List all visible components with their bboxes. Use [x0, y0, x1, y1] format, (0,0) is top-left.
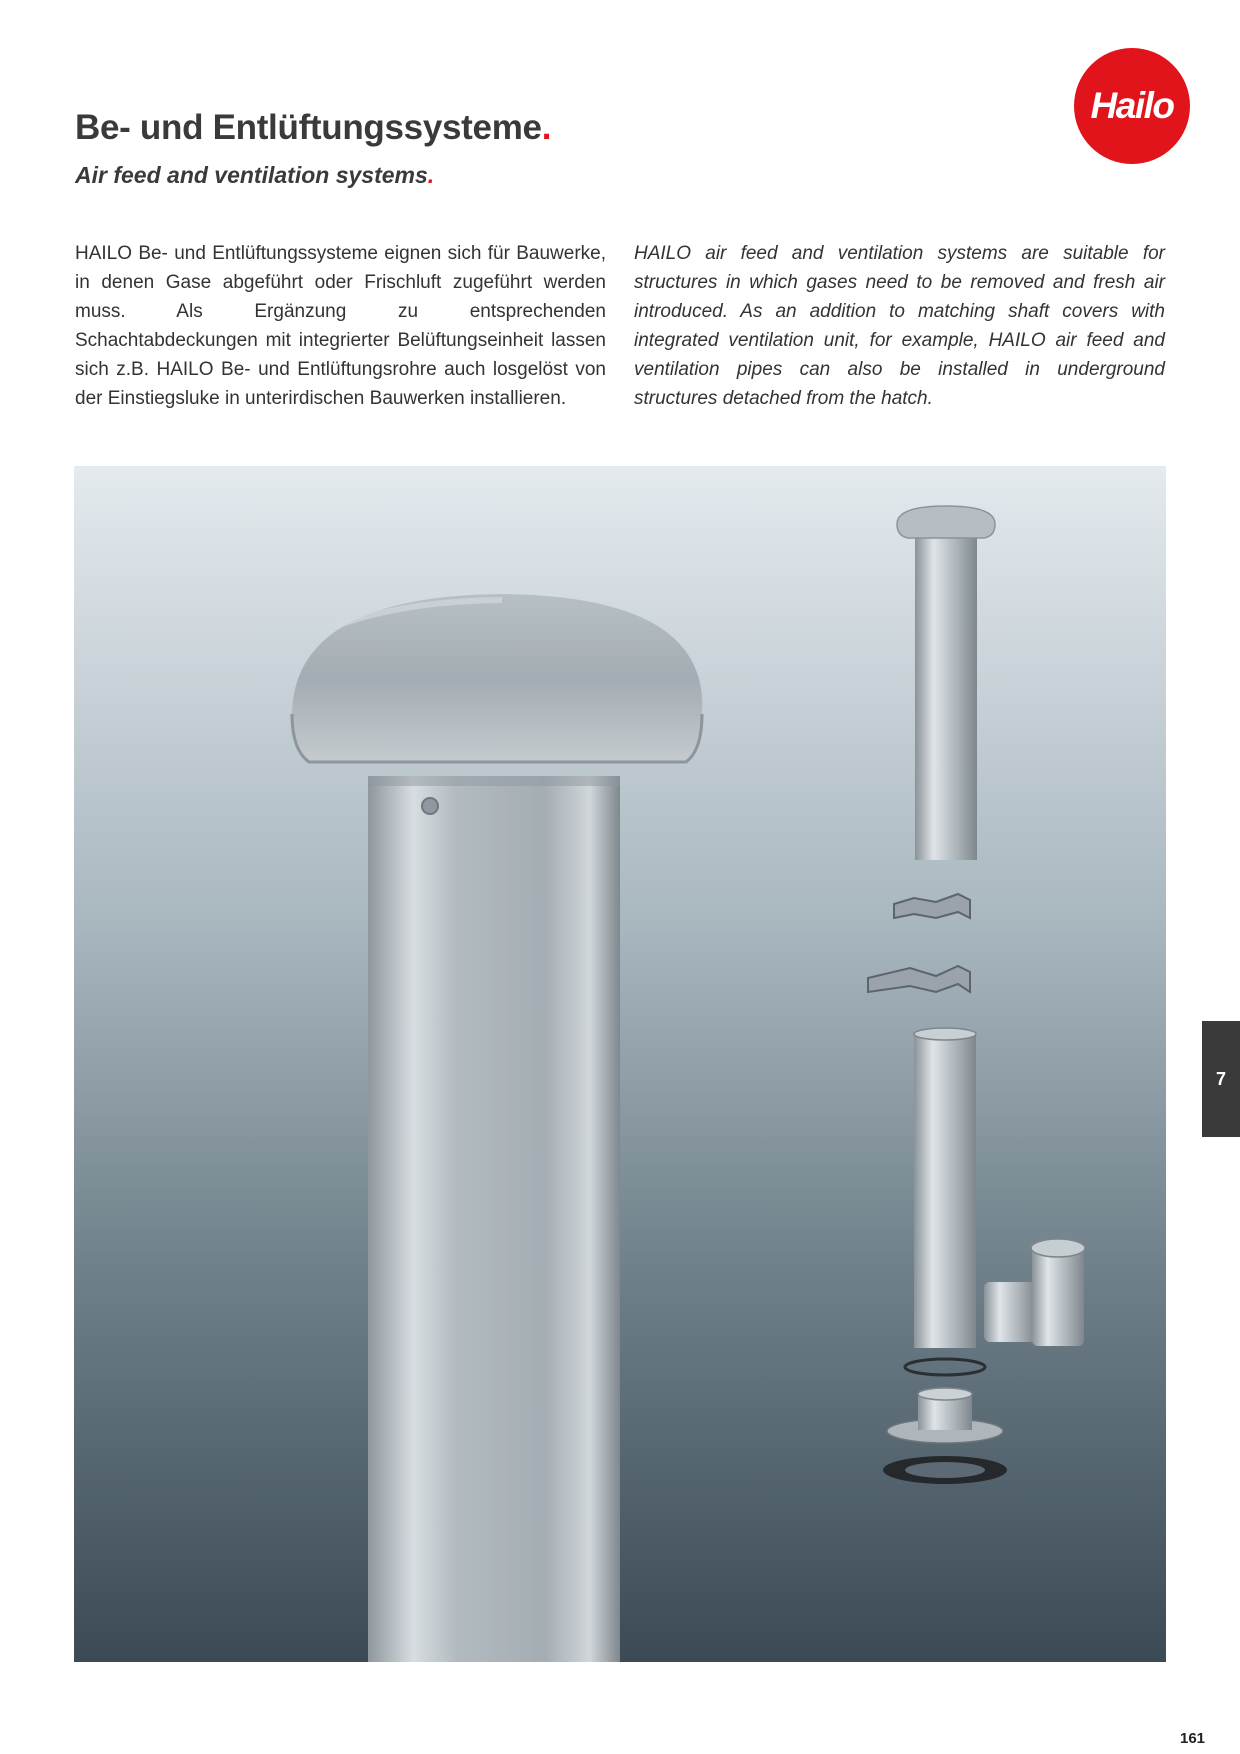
lower-pipe [914, 1028, 976, 1348]
english-paragraph: HAILO air feed and ventilation systems are suitable for structures in which gases need to be removed and fresh air introduced. As an addition to matching shaft covers with integrated ventilation unit, for example, HAILO air feed and ventilation pipes can also be installed in underground structures detached from the hatch. [634, 243, 1165, 409]
subtitle-text: Air feed and ventilation systems [75, 162, 428, 188]
german-paragraph: HAILO Be- und Entlüftungssysteme eignen sich für Bauwerke, in denen Gase abgeführt oder Frischluft zugeführt werden muss. Als Ergänzung zu entsprechenden Schachtabdeckungen mit integrierter Belüftungseinheit lassen sich z.B. HAILO Be- und Entlüftungsrohre auch losgelöst von der Einstiegsluke in unterirdischen Bauwerken installieren. [75, 243, 606, 409]
title-dot: . [541, 108, 552, 147]
base-gasket [883, 1456, 1007, 1484]
title-text: Be- und Entlüftungssysteme [75, 108, 542, 147]
hailo-logo [1074, 48, 1190, 164]
elbow-fitting [984, 1239, 1085, 1346]
pipe-clamp-2 [868, 966, 970, 992]
small-top-pipe [897, 506, 995, 860]
page-subtitle [75, 162, 434, 189]
subtitle-dot: . [427, 162, 435, 188]
page-title [75, 108, 551, 148]
product-photo [74, 466, 1166, 1662]
large-cap [292, 594, 702, 762]
pipe-clamp-1 [894, 894, 970, 918]
logo-text: Hailo [1090, 85, 1174, 126]
page-number: 161 [1180, 1730, 1206, 1747]
chapter-tab: 7 [1202, 1021, 1240, 1137]
base-flange [887, 1388, 1003, 1443]
seal-ring [905, 1359, 985, 1375]
large-pipe [368, 776, 620, 1662]
ventilation-pipe-illustration [74, 466, 1166, 1662]
